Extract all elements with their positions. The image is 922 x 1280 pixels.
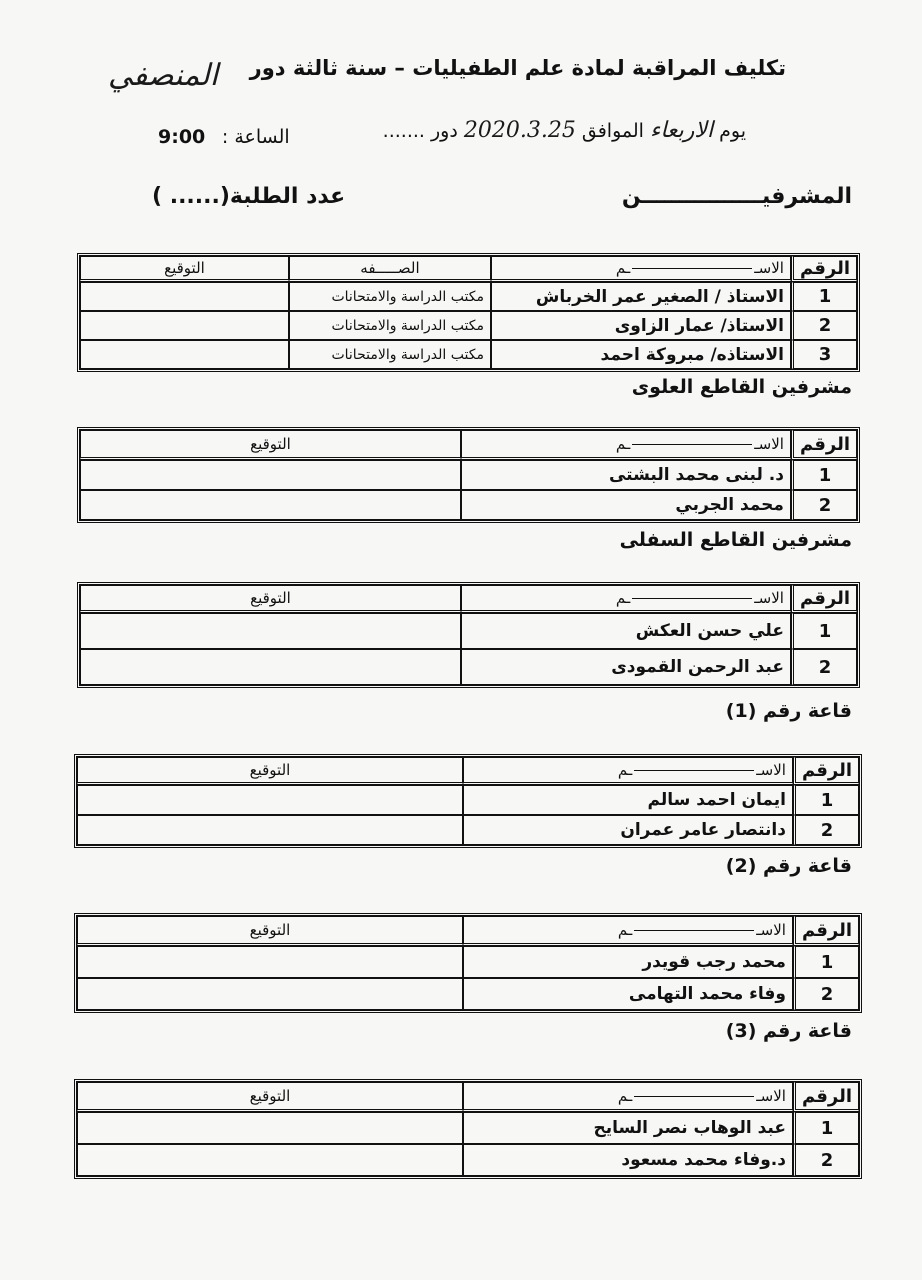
row-name: د. لبنى محمد البشتى bbox=[461, 460, 791, 490]
hall2-title: قاعة رقم (2) bbox=[725, 855, 852, 877]
document-title: تكليف المراقبة لمادة علم الطفيليات – سنة ثالثة دور bbox=[249, 56, 786, 80]
signature-cell bbox=[80, 311, 289, 340]
upper-section-title: مشرفين القاطع العلوى bbox=[631, 376, 852, 398]
row-num: 2 bbox=[793, 1144, 859, 1176]
row-role: مكتب الدراسة والامتحانات bbox=[289, 282, 491, 311]
row-num: 2 bbox=[791, 490, 857, 520]
date-label: الموافق bbox=[581, 120, 644, 142]
time-value: 9:00 bbox=[158, 126, 206, 148]
table-row bbox=[80, 282, 857, 311]
col-num: الرقم bbox=[791, 585, 857, 613]
table-row bbox=[77, 978, 859, 1010]
col-name: الاســم bbox=[461, 430, 791, 460]
hall3-title: قاعة رقم (3) bbox=[725, 1020, 852, 1042]
time-label: الساعة : bbox=[221, 126, 290, 148]
col-name: الاســم bbox=[463, 1082, 793, 1112]
row-num: 2 bbox=[793, 978, 859, 1010]
signature-cell bbox=[77, 815, 463, 845]
lower-section-title: مشرفين القاطع السفلى bbox=[619, 529, 852, 551]
row-num: 3 bbox=[791, 340, 857, 369]
col-signature: التوقيع bbox=[77, 757, 463, 785]
supervisors-table bbox=[77, 253, 860, 372]
hall1-title: قاعة رقم (1) bbox=[725, 700, 852, 722]
upper-table bbox=[77, 427, 860, 523]
row-num: 2 bbox=[793, 815, 859, 845]
row-num: 2 bbox=[791, 649, 857, 685]
table-row bbox=[77, 1144, 859, 1176]
col-name: الاســم bbox=[491, 256, 791, 282]
table-row bbox=[77, 785, 859, 815]
col-signature: التوقيع bbox=[77, 1082, 463, 1112]
col-num: الرقم bbox=[793, 916, 859, 946]
row-num: 1 bbox=[793, 785, 859, 815]
row-name: دانتصار عامر عمران bbox=[463, 815, 793, 845]
col-name: الاســم bbox=[461, 585, 791, 613]
signature-cell bbox=[80, 613, 461, 649]
row-name: الاستاذ/ عمار الزاوى bbox=[491, 311, 791, 340]
handwritten-day: الاربعاء bbox=[650, 118, 714, 143]
signature-cell bbox=[77, 946, 463, 978]
row-name: د.وفاء محمد مسعود bbox=[463, 1144, 793, 1176]
col-role: الصـــــفه bbox=[289, 256, 491, 282]
signature-cell bbox=[77, 1144, 463, 1176]
col-name: الاســم bbox=[463, 916, 793, 946]
row-name: الاستاذه/ مبروكة احمد bbox=[491, 340, 791, 369]
row-name: ايمان احمد سالم bbox=[463, 785, 793, 815]
students-count: عدد الطلبة(...... ) bbox=[152, 184, 346, 209]
time-line bbox=[158, 126, 290, 148]
col-signature: التوقيع bbox=[80, 430, 461, 460]
col-num: الرقم bbox=[791, 256, 857, 282]
row-num: 1 bbox=[793, 946, 859, 978]
col-num: الرقم bbox=[791, 430, 857, 460]
signature-cell bbox=[77, 785, 463, 815]
signature-cell bbox=[80, 649, 461, 685]
table-row bbox=[80, 460, 857, 490]
table-row bbox=[77, 815, 859, 845]
signature-cell bbox=[77, 1112, 463, 1144]
table-row bbox=[80, 340, 857, 369]
table-row bbox=[77, 1112, 859, 1144]
col-num: الرقم bbox=[793, 757, 859, 785]
col-signature: التوقيع bbox=[77, 916, 463, 946]
row-role: مكتب الدراسة والامتحانات bbox=[289, 311, 491, 340]
signature-cell bbox=[80, 490, 461, 520]
date-line bbox=[383, 118, 746, 143]
col-name: الاســم bbox=[463, 757, 793, 785]
table-row bbox=[80, 490, 857, 520]
day-label: يوم bbox=[719, 120, 746, 142]
col-num: الرقم bbox=[793, 1082, 859, 1112]
row-name: محمد رجب قويدر bbox=[463, 946, 793, 978]
signature-cell bbox=[80, 282, 289, 311]
col-signature: التوقيع bbox=[80, 585, 461, 613]
lower-table bbox=[77, 582, 860, 688]
supervisors-heading: المشرفيــــــــــــــــن bbox=[621, 184, 852, 209]
col-signature: التوقيع bbox=[80, 256, 289, 282]
table-row bbox=[80, 311, 857, 340]
row-name: وفاء محمد التهامى bbox=[463, 978, 793, 1010]
round-label: دور ....... bbox=[382, 120, 458, 142]
row-name: عبد الرحمن القمودى bbox=[461, 649, 791, 685]
signature-cell bbox=[80, 460, 461, 490]
row-name: عبد الوهاب نصر السايح bbox=[463, 1112, 793, 1144]
row-name: علي حسن العكش bbox=[461, 613, 791, 649]
hall2-table bbox=[74, 913, 862, 1013]
table-row bbox=[77, 946, 859, 978]
row-num: 1 bbox=[791, 613, 857, 649]
signature-cell bbox=[80, 340, 289, 369]
row-num: 1 bbox=[791, 282, 857, 311]
handwritten-round: المنصفي bbox=[108, 58, 219, 93]
row-role: مكتب الدراسة والامتحانات bbox=[289, 340, 491, 369]
hall3-table bbox=[74, 1079, 862, 1179]
row-num: 1 bbox=[791, 460, 857, 490]
signature-cell bbox=[77, 978, 463, 1010]
table-row bbox=[80, 649, 857, 685]
table-row bbox=[80, 613, 857, 649]
row-num: 2 bbox=[791, 311, 857, 340]
row-name: الاستاذ / الصغير عمر الخرباش bbox=[491, 282, 791, 311]
row-num: 1 bbox=[793, 1112, 859, 1144]
handwritten-date: 2020.3.25 bbox=[463, 118, 576, 143]
hall1-table bbox=[74, 754, 862, 848]
row-name: محمد الجربي bbox=[461, 490, 791, 520]
